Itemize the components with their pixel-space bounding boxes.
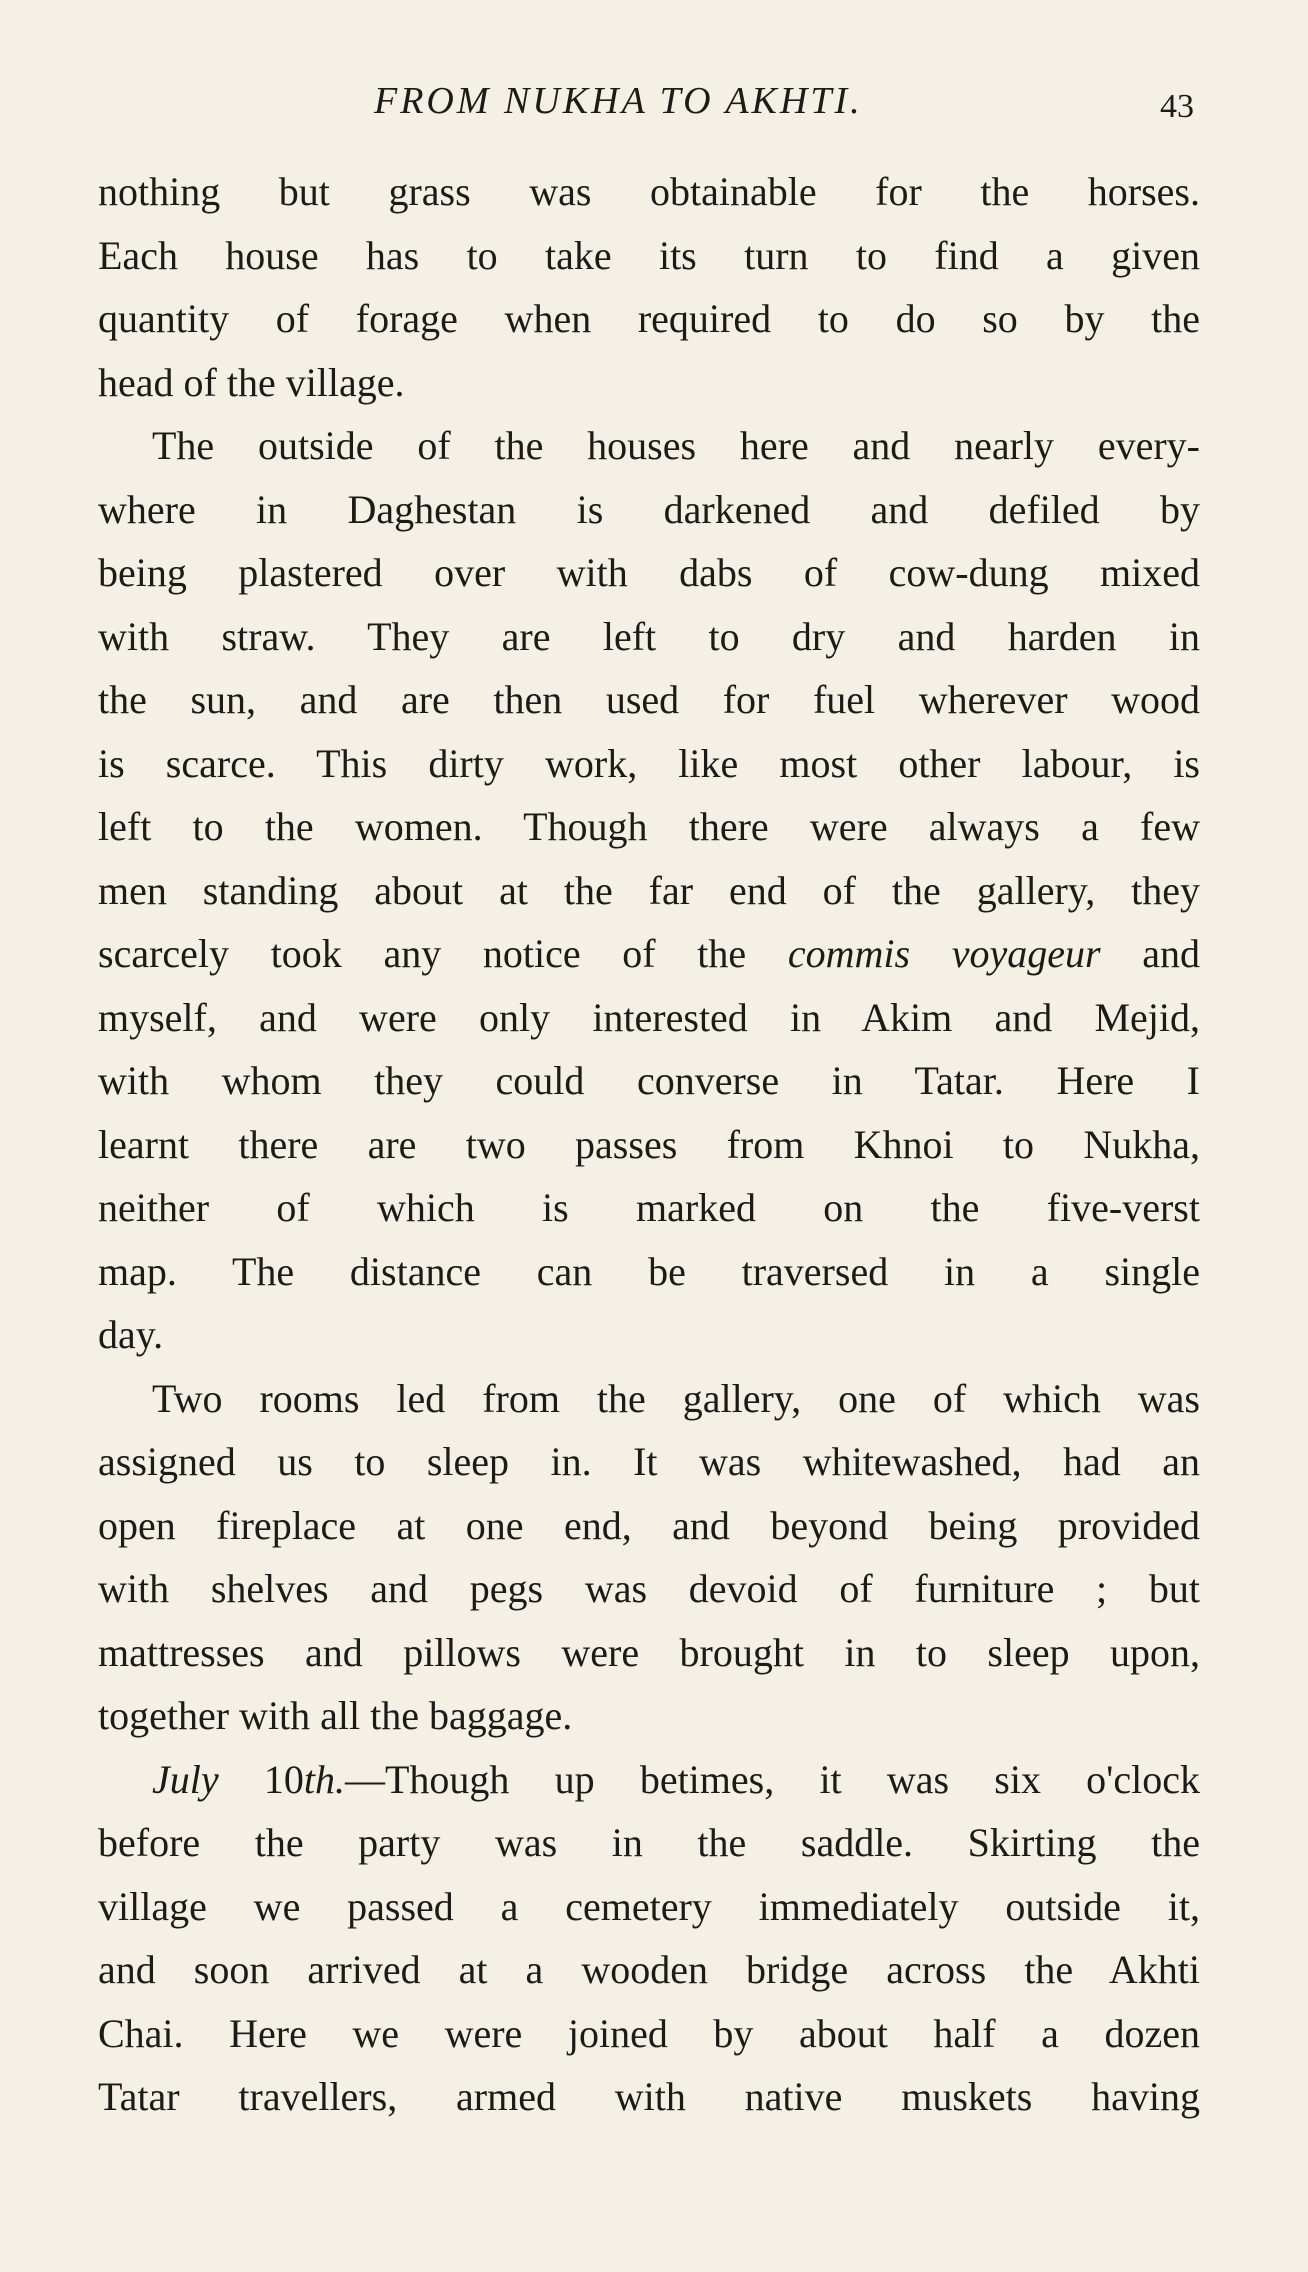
text-line: with straw. They are left to dry and harden in [98, 613, 1200, 659]
paragraph-start-line [98, 1748, 1200, 1812]
text-line: being plastered over with dabs of cow-dung mixed [98, 550, 1200, 595]
text-line: is scarce. This dirty work, like most other labour, is [98, 740, 1200, 786]
running-head [0, 76, 1308, 126]
text-line: where in Daghestan is darkened and defiled by [98, 486, 1200, 532]
text-line: map. The distance can be traversed in a single [98, 1248, 1200, 1294]
text-line: neither of which is marked on the five-verst [98, 1185, 1200, 1230]
text-line: mattresses and pillows were brought in to sleep upon, [98, 1629, 1200, 1675]
date-day: 10 [218, 1756, 304, 1802]
paragraph-start-line: Two rooms led from the gallery, one of which was [152, 1375, 1200, 1421]
date-month: July [152, 1756, 219, 1802]
text-line [98, 922, 1200, 986]
text-line: quantity of forage when required to do so by the [98, 296, 1200, 341]
paragraph-start-line: The outside of the houses here and nearly every- [152, 423, 1200, 468]
italic-phrase: commis voyageur [787, 931, 1101, 976]
text-line: nothing but grass was obtainable for the horses. [98, 169, 1200, 214]
text-line: learnt there are two passes from Khnoi to Nukha, [98, 1121, 1200, 1167]
text-line: Chai. Here we were joined by about half a dozen [98, 2010, 1200, 2056]
text-line: with whom they could converse in Tatar. Here I [98, 1058, 1200, 1103]
text-line: the sun, and are then used for fuel wherever wood [98, 677, 1200, 722]
text-line: men standing about at the far end of the gallery, they [98, 867, 1200, 913]
text-segment: scarcely took any notice of the [98, 931, 788, 976]
page-number: 43 [1160, 88, 1194, 125]
text-line: open fireplace at one end, and beyond being provided [98, 1502, 1200, 1548]
text-line: Each house has to take its turn to find a given [98, 232, 1200, 278]
date-suffix: th. [303, 1756, 345, 1802]
text-line: Tatar travellers, armed with native muskets having [98, 2074, 1200, 2119]
text-line: together with all the baggage. [98, 1693, 573, 1738]
text-segment: —Though up betimes, it was six o'clock [344, 1756, 1201, 1802]
text-line: before the party was in the saddle. Skirting the [98, 1820, 1200, 1865]
text-line: head of the village. [98, 359, 405, 405]
text-line: with shelves and pegs was devoid of furniture ; but [98, 1566, 1200, 1611]
text-line: assigned us to sleep in. It was whitewashed, had an [98, 1439, 1200, 1484]
running-title: FROM NUKHA TO AKHTI. [374, 80, 863, 122]
text-line: village we passed a cemetery immediately outside it, [98, 1883, 1200, 1929]
text-segment: and [1100, 931, 1200, 976]
text-line: day. [98, 1312, 164, 1357]
text-line: left to the women. Though there were always a few [98, 804, 1200, 849]
text-line: myself, and were only interested in Akim and Mejid, [98, 994, 1200, 1040]
body-text [98, 160, 1200, 2129]
text-line: and soon arrived at a wooden bridge across the Akhti [98, 1947, 1200, 1992]
